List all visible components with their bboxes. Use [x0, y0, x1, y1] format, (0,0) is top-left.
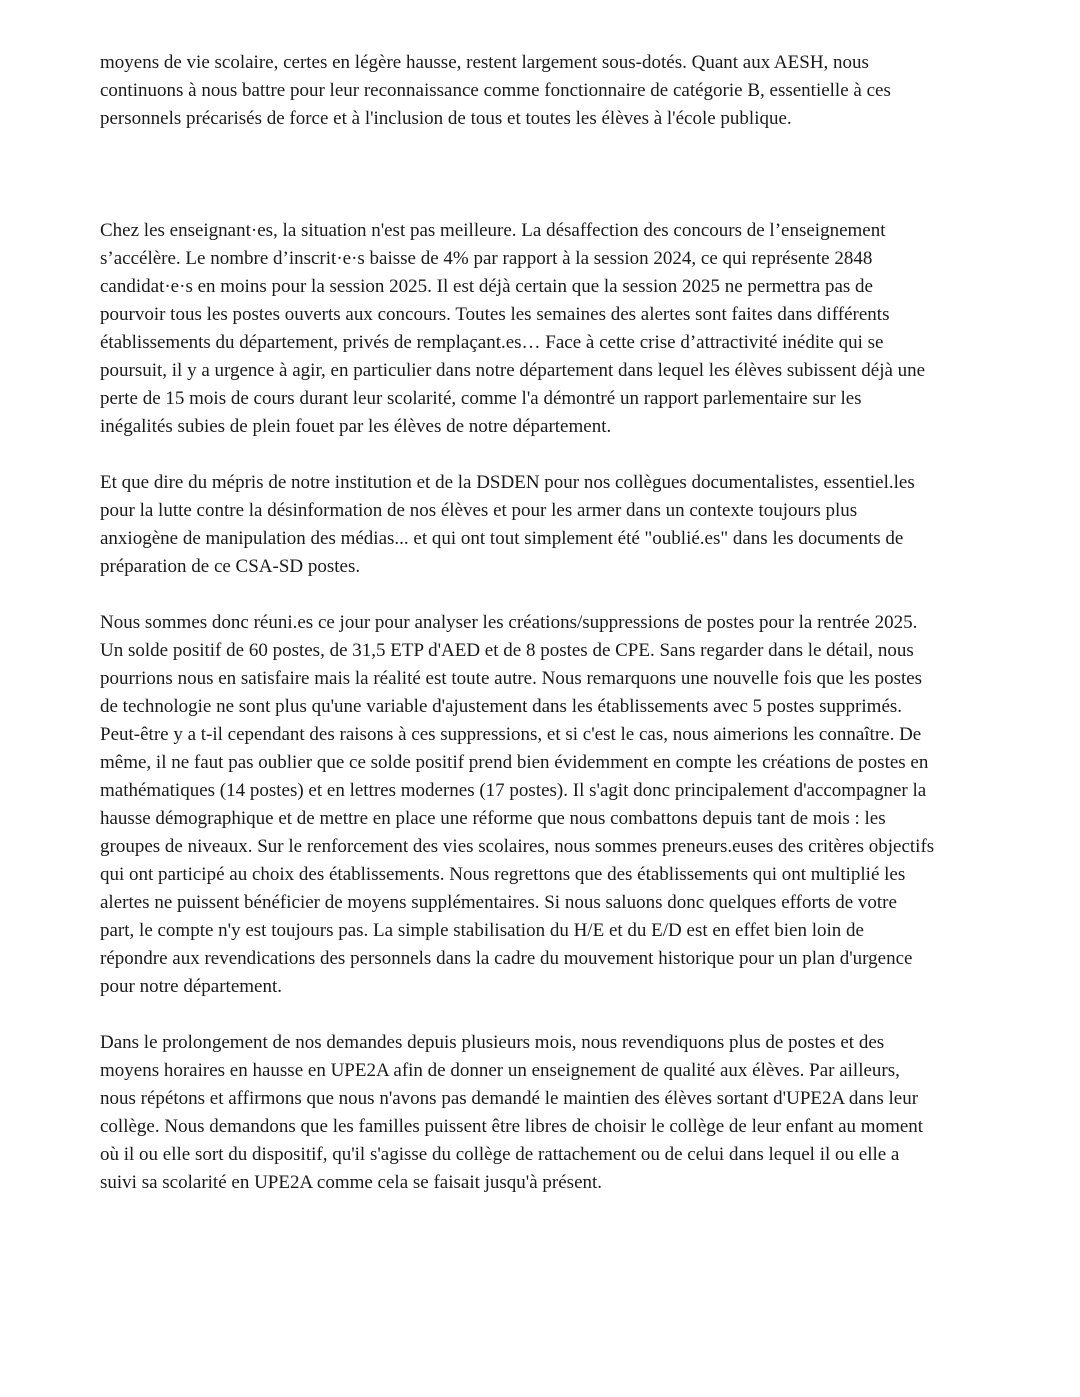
text-line: groupes de niveaux. Sur le renforcement des vies scolaires, nous sommes preneurs.euses des critères objectifs: [100, 836, 935, 857]
text-line: Chez les enseignant·es, la situation n'est pas meilleure. La désaffection des concours de l’enseignement: [100, 220, 886, 241]
text-line: mathématiques (14 postes) et en lettres modernes (17 postes). Il s'agit donc principalement d'accompagner la: [100, 780, 927, 801]
text-line: hausse démographique et de mettre en place une réforme que nous combattons depuis tant de mois : les: [100, 808, 886, 829]
paragraph-enseignants: [100, 217, 1040, 441]
text-line: Nous sommes donc réuni.es ce jour pour analyser les créations/suppressions de postes pour la rentrée 2025.: [100, 612, 918, 633]
text-line: alertes ne puissent bénéficier de moyens supplémentaires. Si nous saluons donc quelques efforts de votre: [100, 892, 897, 913]
text-line: part, le compte n'y est toujours pas. La simple stabilisation du H/E et du E/D est en effet bien loin de: [100, 920, 864, 941]
text-line: Un solde positif de 60 postes, de 31,5 ETP d'AED et de 8 postes de CPE. Sans regarder dans le détail, nous: [100, 640, 914, 661]
paragraph-spacer: [100, 581, 1040, 609]
text-line: poursuit, il y a urgence à agir, en particulier dans notre département dans lequel les élèves subissent déjà une: [100, 360, 926, 381]
text-line: s’accélère. Le nombre d’inscrit·e·s baisse de 4% par rapport à la session 2024, ce qui représente 2848: [100, 248, 873, 269]
text-line: Dans le prolongement de nos demandes depuis plusieurs mois, nous revendiquons plus de postes et des: [100, 1032, 885, 1053]
text-line: pourrions nous en satisfaire mais la réalité est toute autre. Nous remarquons une nouvelle fois que les postes: [100, 668, 923, 689]
text-line: collège. Nous demandons que les familles puissent être libres de choisir le collège de leur enfant au moment: [100, 1116, 924, 1137]
paragraph-documentalistes: [100, 469, 1040, 581]
text-line: établissements du département, privés de remplaçant.es… Face à cette crise d’attractivité inédite qui se: [100, 332, 884, 353]
text-line: pourvoir tous les postes ouverts aux concours. Toutes les semaines des alertes sont faites dans différents: [100, 304, 890, 325]
paragraph-spacer: [100, 441, 1040, 469]
text-line: de technologie ne sont plus qu'une variable d'ajustement dans les établissements avec 5 postes supprimés.: [100, 696, 903, 717]
document-page: [100, 49, 1040, 1197]
text-line: anxiogène de manipulation des médias... et qui ont tout simplement été "oublié.es" dans les documents de: [100, 528, 904, 549]
text-line: continuons à nous battre pour leur reconnaissance comme fonctionnaire de catégorie B, essentielle à ces: [100, 80, 891, 101]
text-line: suivi sa scolarité en UPE2A comme cela se faisait jusqu'à présent.: [100, 1172, 603, 1193]
text-line: nous répétons et affirmons que nous n'avons pas demandé le maintien des élèves sortant d'UPE2A dans leur: [100, 1088, 919, 1109]
text-line: pour notre département.: [100, 976, 283, 997]
paragraph-vie-scolaire-aesh: [100, 49, 1040, 133]
text-line: moyens de vie scolaire, certes en légère hausse, restent largement sous-dotés. Quant aux AESH, nous: [100, 52, 869, 73]
text-line: inégalités subies de plein fouet par les élèves de notre département.: [100, 416, 612, 437]
text-line: candidat·e·s en moins pour la session 2025. Il est déjà certain que la session 2025 ne permettra pas de: [100, 276, 873, 297]
text-line: répondre aux revendications des personnels dans la cadre du mouvement historique pour un plan d'urgence: [100, 948, 913, 969]
text-line: personnels précarisés de force et à l'inclusion de tous et toutes les élèves à l'école publique.: [100, 108, 792, 129]
text-line: moyens horaires en hausse en UPE2A afin de donner un enseignement de qualité aux élèves. Par ailleurs,: [100, 1060, 900, 1081]
paragraph-spacer: [100, 133, 1040, 217]
paragraph-creations-suppressions: [100, 609, 1040, 1001]
text-line: préparation de ce CSA-SD postes.: [100, 556, 361, 577]
text-line: qui ont participé au choix des établissements. Nous regrettons que des établissements qui ont multiplié les: [100, 864, 906, 885]
text-line: perte de 15 mois de cours durant leur scolarité, comme l'a démontré un rapport parlementaire sur les: [100, 388, 862, 409]
text-line: Peut-être y a t-il cependant des raisons à ces suppressions, et si c'est le cas, nous aimerions les connaître. De: [100, 724, 922, 745]
text-line: Et que dire du mépris de notre institution et de la DSDEN pour nos collègues documentalistes, essentiel.les: [100, 472, 915, 493]
paragraph-spacer: [100, 1001, 1040, 1029]
text-line: même, il ne faut pas oublier que ce solde positif prend bien évidemment en compte les créations de postes en: [100, 752, 929, 773]
text-line: où il ou elle sort du dispositif, qu'il s'agisse du collège de rattachement ou de celui dans lequel il ou elle a: [100, 1144, 900, 1165]
text-line: pour la lutte contre la désinformation de nos élèves et pour les armer dans un contexte toujours plus: [100, 500, 858, 521]
paragraph-upe2a: [100, 1029, 1040, 1197]
